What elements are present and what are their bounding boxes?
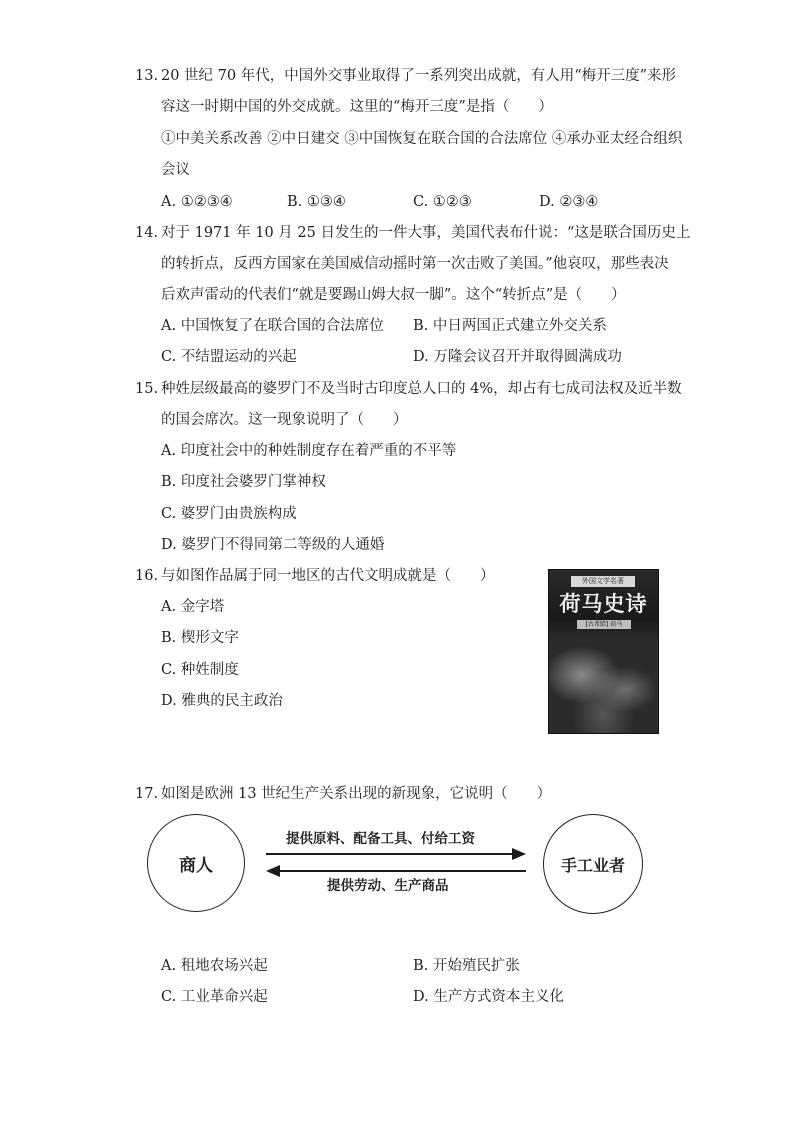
- q15-option-d: D. 婆罗门不得同第二等级的人通婚: [161, 537, 385, 553]
- q17-number: 17.: [135, 786, 159, 802]
- q15-option-b: B. 印度社会婆罗门掌神权: [161, 474, 326, 490]
- q13-stem-line4: 会议: [161, 162, 190, 178]
- book-author-label: [古希腊] 荷马: [577, 620, 631, 629]
- q15-number: 15.: [135, 381, 159, 397]
- q14-stem-line2: 的转折点，反西方国家在美国威信动摇时第一次击败了美国。”他哀叹，那些表决: [161, 256, 669, 272]
- book-cover-image: [548, 569, 659, 734]
- right-arrow-head: [512, 848, 526, 860]
- q15-stem-line2: 的国会席次。这一现象说明了（ ）: [161, 412, 408, 428]
- q13-stem-line1: 20 世纪 70 年代，中国外交事业取得了一系列突出成就，有人用“梅开三度”来形: [161, 68, 677, 84]
- q16-stem-line1: 与如图作品属于同一地区的古代文明成就是（ ）: [161, 568, 495, 584]
- q16-option-a: A. 金字塔: [161, 599, 225, 615]
- book-series-label: 外国文学名著: [571, 576, 635, 587]
- q16-option-d: D. 雅典的民主政治: [161, 693, 283, 709]
- production-relation-diagram: [140, 808, 660, 920]
- q13-option-d: D. ②③④: [539, 194, 599, 210]
- q16-option-b: B. 楔形文字: [161, 630, 239, 646]
- q13-option-a: A. ①②③④: [161, 194, 233, 210]
- q14-stem-line3: 后欢声雷动的代表们“就是要踢山姆大叔一脚”。这个“转折点”是（ ）: [161, 287, 626, 303]
- top-arrow-label: 提供原料、配备工具、付给工资: [286, 831, 475, 847]
- book-title: 荷马史诗: [559, 591, 648, 616]
- q17-stem-line1: 如图是欧洲 13 世纪生产关系出现的新现象，它说明（ ）: [161, 786, 552, 802]
- q17-option-a: A. 租地农场兴起: [161, 958, 268, 974]
- q17-option-b: B. 开始殖民扩张: [413, 958, 520, 974]
- book-cover-art: [549, 636, 658, 733]
- q15-option-a: A. 印度社会中的种姓制度存在着严重的不平等: [161, 443, 457, 459]
- q17-option-c: C. 工业革命兴起: [161, 989, 268, 1005]
- q16-number: 16.: [135, 568, 159, 584]
- q13-option-c: C. ①②③: [413, 194, 472, 210]
- q13-stem-line3: ①中美关系改善 ②中日建交 ③中国恢复在联合国的合法席位 ④承办亚太经合组织: [161, 131, 683, 147]
- artisan-circle: 手工业者: [543, 814, 643, 914]
- q13-option-b: B. ①③④: [287, 194, 346, 210]
- q13-number: 13.: [135, 68, 159, 84]
- q14-option-c: C. 不结盟运动的兴起: [161, 349, 297, 365]
- q15-option-c: C. 婆罗门由贵族构成: [161, 506, 297, 522]
- diagram-arrows: [140, 808, 660, 920]
- q16-option-c: C. 种姓制度: [161, 662, 239, 678]
- q14-option-a: A. 中国恢复了在联合国的合法席位: [161, 318, 384, 334]
- q15-stem-line1: 种姓层级最高的婆罗门不及当时古印度总人口的 4%，却占有七成司法权及近半数: [161, 381, 682, 397]
- q17-option-d: D. 生产方式资本主义化: [413, 989, 564, 1005]
- q14-option-b: B. 中日两国正式建立外交关系: [413, 318, 607, 334]
- merchant-circle: 商人: [147, 814, 245, 912]
- q14-option-d: D. 万隆会议召开并取得圆满成功: [413, 349, 622, 365]
- q13-stem-line2: 容这一时期中国的外交成就。这里的“梅开三度”是指（ ）: [161, 99, 553, 115]
- bottom-arrow-label: 提供劳动、生产商品: [327, 878, 449, 894]
- q14-number: 14.: [135, 225, 159, 241]
- q14-stem-line1: 对于 1971 年 10 月 25 日发生的一件大事，美国代表布什说：“这是联合国历史上: [161, 225, 691, 241]
- left-arrow-head: [266, 865, 280, 877]
